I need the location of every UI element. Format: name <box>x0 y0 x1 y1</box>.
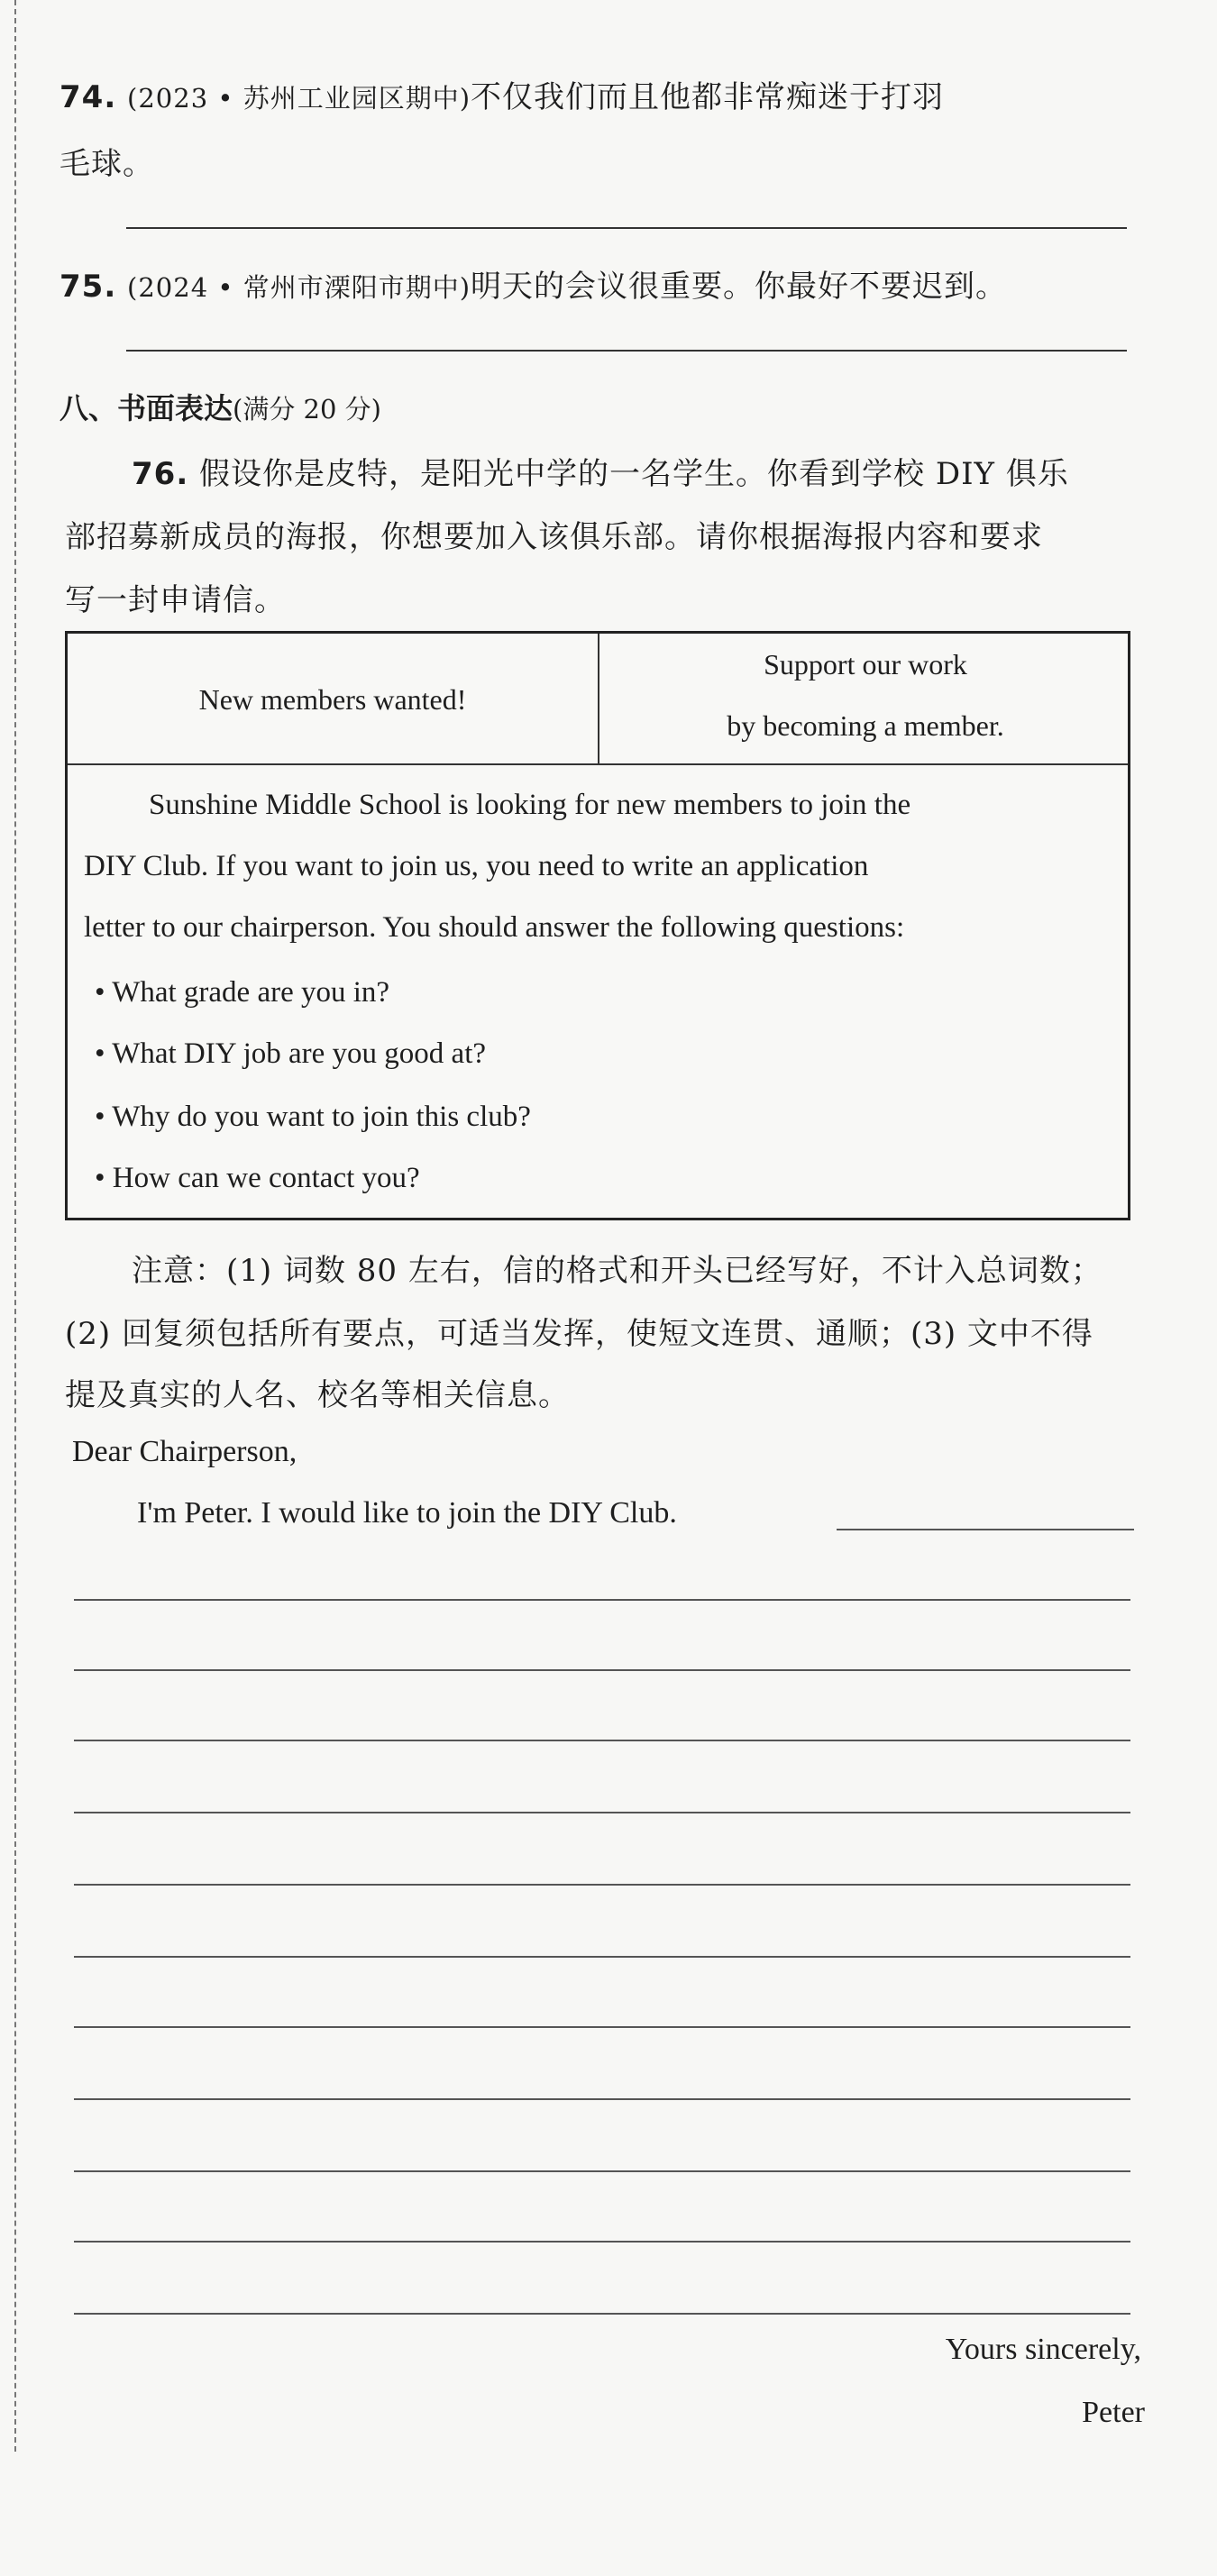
writing-line[interactable] <box>74 2026 1130 2028</box>
task-76-line3: 写一封申请信。 <box>65 582 286 618</box>
answer-line-75[interactable] <box>126 350 1127 352</box>
task-text: 假设你是皮特，是阳光中学的一名学生。你看到学校 DIY 俱乐 <box>199 456 1069 492</box>
question-75-line1 <box>59 261 1007 306</box>
writing-line[interactable] <box>74 1599 1130 1601</box>
notes-line3: 提及真实的人名、校名等相关信息。 <box>65 1377 570 1413</box>
writing-line[interactable] <box>74 2098 1130 2100</box>
writing-line[interactable] <box>74 1956 1130 1958</box>
poster-question: • What DIY job are you good at? <box>95 1037 487 1070</box>
writing-line[interactable] <box>74 1812 1130 1813</box>
writing-line[interactable] <box>74 1884 1130 1886</box>
letter-closing: Yours sincerely, <box>945 2333 1141 2366</box>
question-74-line1 <box>59 72 944 116</box>
poster-question: • What grade are you in? <box>95 976 390 1009</box>
task-76-line2: 部招募新成员的海报，你想要加入该俱乐部。请你根据海报内容和要求 <box>65 519 1043 555</box>
poster-body-line2: DIY Club. If you want to join us, you need to write an application <box>84 850 869 882</box>
task-number: 76. <box>132 456 189 492</box>
section-title: 八、书面表达 <box>59 391 233 425</box>
poster-question: • Why do you want to join this club? <box>95 1101 531 1133</box>
writing-line-opening[interactable] <box>837 1529 1134 1530</box>
letter-signature: Peter <box>1082 2396 1145 2429</box>
poster-left-heading: New members wanted! <box>198 682 467 716</box>
section-heading <box>59 386 381 427</box>
poster-right-heading-line1: Support our work <box>764 648 967 681</box>
club-poster <box>65 631 1130 1220</box>
notes-line1: 注意：(1) 词数 80 左右，信的格式和开头已经写好，不计入总词数； <box>132 1253 1103 1289</box>
letter-greeting: Dear Chairperson, <box>72 1435 297 1468</box>
answer-line-74[interactable] <box>126 227 1127 229</box>
task-76-line1 <box>132 449 1069 493</box>
poster-question: • How can we contact you? <box>95 1162 420 1194</box>
poster-header-row <box>68 634 1128 765</box>
poster-body-line1: Sunshine Middle School is looking for new members to join the <box>149 789 911 821</box>
poster-body-line3: letter to our chairperson. You should answer the following questions: <box>84 911 905 944</box>
poster-right-heading <box>599 634 1131 765</box>
question-source: (2024 • 常州市溧阳市期中) <box>127 272 471 303</box>
writing-line[interactable] <box>74 1669 1130 1671</box>
question-number: 75. <box>59 269 117 305</box>
writing-line[interactable] <box>74 2241 1130 2243</box>
section-score: (满分 20 分) <box>233 394 381 425</box>
binding-margin-line <box>14 0 16 2452</box>
poster-body <box>68 767 1128 1218</box>
writing-line[interactable] <box>74 2170 1130 2172</box>
writing-line[interactable] <box>74 1740 1130 1741</box>
letter-opening: I'm Peter. I would like to join the DIY Club. <box>137 1496 677 1530</box>
writing-line[interactable] <box>74 2313 1130 2315</box>
question-source: (2023 • 苏州工业园区期中) <box>127 83 471 114</box>
question-74-line2: 毛球。 <box>59 146 154 182</box>
question-number: 74. <box>59 79 117 115</box>
notes-line2: (2) 回复须包括所有要点，可适当发挥，使短文连贯、通顺；(3) 文中不得 <box>65 1316 1093 1352</box>
question-text: 明天的会议很重要。你最好不要迟到。 <box>471 269 1008 305</box>
question-text: 不仅我们而且他都非常痴迷于打羽 <box>471 79 945 115</box>
poster-right-heading-line2: by becoming a member. <box>727 709 1004 742</box>
